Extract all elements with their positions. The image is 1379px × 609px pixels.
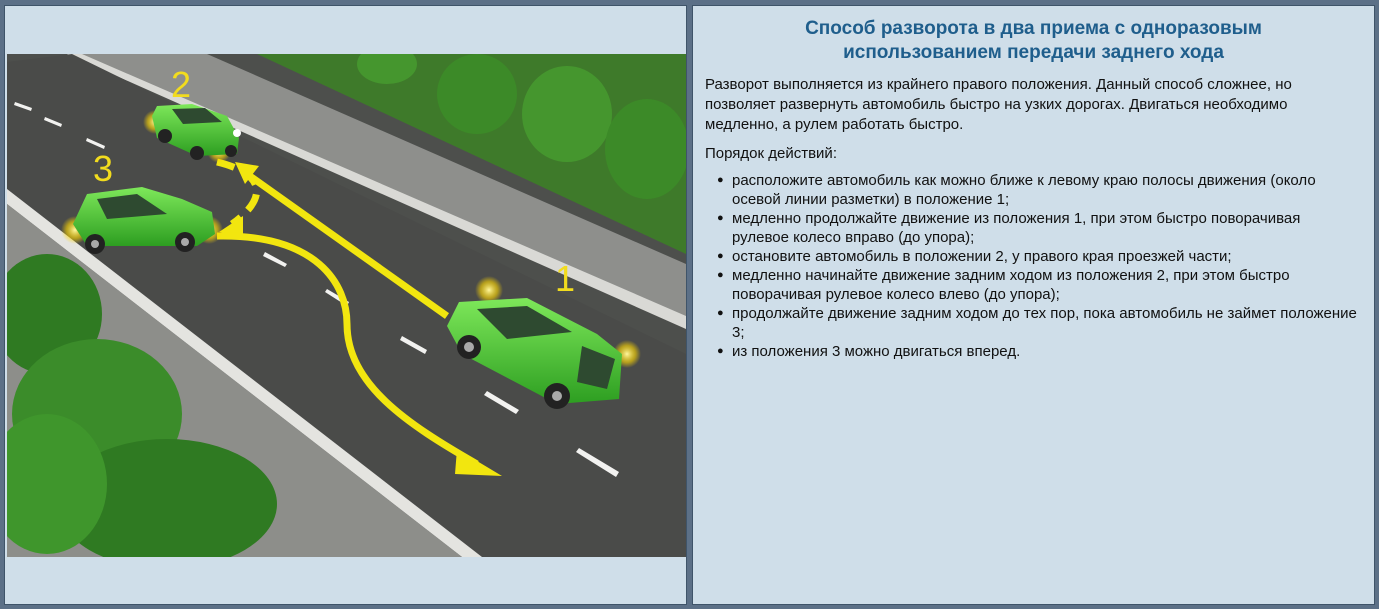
list-item: ● медленно начинайте движение задним ходом из положения 2, при этом быстро поворачивая рулевое колесо влево (до упора); bbox=[717, 266, 1357, 304]
list-item: ● продолжайте движение задним ходом до тех пор, пока автомобиль не займет положение 3; bbox=[717, 304, 1357, 342]
list-item: ● остановите автомобиль в положении 2, у правого края проезжей части; bbox=[717, 247, 1357, 266]
title-line-1: Способ разворота в два приема с одноразовым bbox=[805, 18, 1262, 39]
illustration-panel bbox=[4, 5, 687, 605]
steps-heading: Порядок действий: bbox=[705, 145, 837, 162]
position-label-3: 3 bbox=[92, 148, 114, 189]
position-label-2: 2 bbox=[170, 64, 192, 105]
intro-paragraph: Разворот выполняется из крайнего правого положения. Данный способ сложнее, но позволяет развернуть автомобиль быстро на узких дорогах. Двигаться необходимо медленно, а рулем работать быстро. bbox=[705, 76, 1292, 133]
page-title bbox=[703, 17, 1364, 65]
u-turn-illustration bbox=[7, 54, 686, 557]
list-item: ● расположите автомобиль как можно ближе к левому краю полосы движения (около осевой линии разметки) в положение 1; bbox=[717, 171, 1357, 209]
list-item: ● из положения 3 можно двигаться вперед. bbox=[717, 342, 1357, 361]
title-line-2: использованием передачи заднего хода bbox=[843, 42, 1224, 63]
list-item: ● медленно продолжайте движение из положения 1, при этом быстро поворачивая рулевое колесо вправо (до упора); bbox=[717, 209, 1357, 247]
position-label-1: 1 bbox=[554, 258, 576, 299]
text-panel bbox=[692, 5, 1375, 605]
steps-list bbox=[717, 171, 1357, 361]
